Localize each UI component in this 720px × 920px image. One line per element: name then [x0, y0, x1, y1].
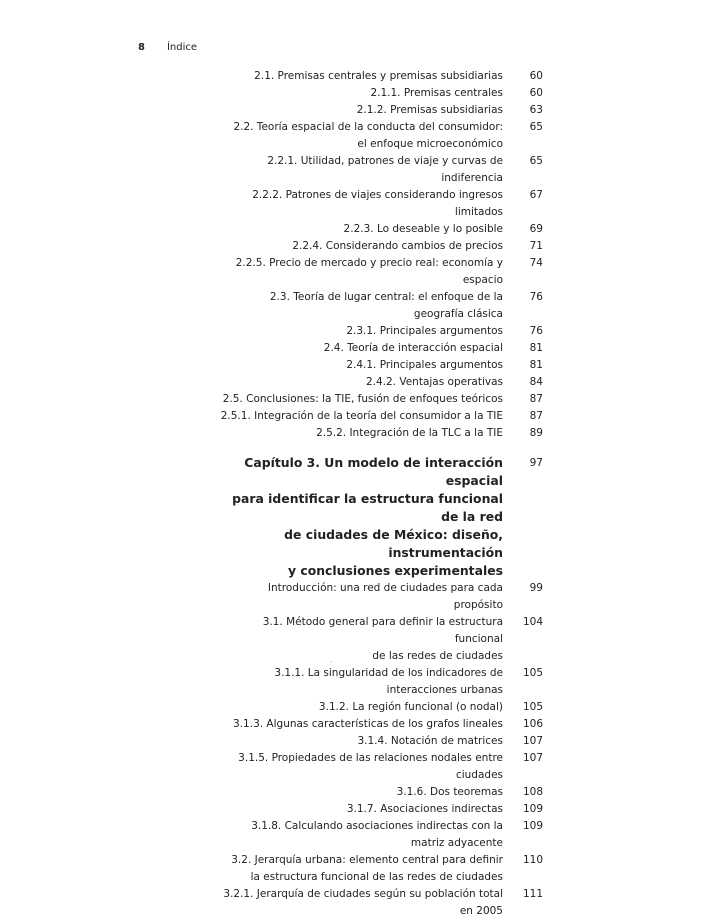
toc-entry-page: 105 [522, 667, 543, 679]
toc-entry-title: 2.1.1. Premisas centrales [370, 87, 503, 99]
toc-entry [220, 255, 543, 289]
toc-entry [220, 784, 543, 801]
toc-entry-title: 2.2.4. Considerando cambios de precios [292, 240, 503, 252]
table-of-contents [220, 68, 543, 920]
toc-entry-page: 87 [529, 393, 543, 405]
toc-entry-page: 99 [529, 582, 543, 594]
toc-entry-page: 69 [529, 223, 543, 235]
toc-entry-page: 60 [529, 70, 543, 82]
toc-entry-page: 87 [529, 410, 543, 422]
toc-entry-page: 74 [529, 257, 543, 269]
toc-entry [220, 733, 543, 750]
toc-entry [220, 68, 543, 85]
toc-group-chapter-2 [220, 68, 543, 442]
toc-entry-title: 2.1. Premisas centrales y premisas subsidiarias [254, 70, 503, 82]
toc-entry-page: 109 [522, 803, 543, 815]
toc-entry-page: 106 [522, 718, 543, 730]
toc-entry-title: 2.5. Conclusiones: la TIE, fusión de enfoques teóricos [222, 393, 503, 405]
toc-entry [220, 716, 543, 733]
toc-entry [220, 818, 543, 852]
toc-entry-title: 2.1.2. Premisas subsidiarias [356, 104, 503, 116]
toc-entry [220, 340, 543, 357]
toc-entry-title: 3.1.3. Algunas características de los grafos lineales [233, 718, 503, 730]
toc-entry-page: 67 [529, 189, 543, 201]
toc-entry-title: 2.2. Teoría espacial de la conducta del consumidor: el enfoque microeconómico [233, 121, 503, 150]
toc-entry-page: 107 [522, 752, 543, 764]
toc-entry-title: 2.4.1. Principales argumentos [346, 359, 503, 371]
toc-entry [220, 102, 543, 119]
toc-entry-title: 2.2.5. Precio de mercado y precio real: economía y espacio [235, 257, 503, 286]
toc-entry-page: 84 [529, 376, 543, 388]
toc-entry-title: 3.1.4. Notación de matrices [357, 735, 503, 747]
toc-entry-page: 109 [522, 820, 543, 832]
toc-entry-title: 3.2.1. Jerarquía de ciudades según su población total en 2005 [223, 888, 503, 917]
toc-entry [220, 374, 543, 391]
page-header [138, 42, 197, 53]
toc-entry [220, 289, 543, 323]
toc-entry-title: 2.2.3. Lo deseable y lo posible [343, 223, 503, 235]
toc-entry-title: 3.1.1. La singularidad de los indicadores de interacciones urbanas [274, 667, 503, 696]
toc-entry-title: 3.1.2. La región funcional (o nodal) [318, 701, 503, 713]
toc-entry-page: 111 [522, 888, 543, 900]
toc-entry-title: 2.3. Teoría de lugar central: el enfoque de la geografía clásica [269, 291, 503, 320]
toc-entry [220, 699, 543, 716]
toc-entry [220, 85, 543, 102]
section-title: Índice [166, 42, 198, 53]
toc-entry-title: 2.4.2. Ventajas operativas [365, 376, 503, 388]
toc-entry-page: 104 [522, 616, 543, 628]
toc-entry-title: 2.2.1. Utilidad, patrones de viaje y curvas de indiferencia [267, 155, 503, 184]
toc-entry [220, 323, 543, 340]
toc-entry [220, 119, 543, 153]
toc-entry-page: 65 [529, 121, 543, 133]
toc-entry-title: Capítulo 3. Un modelo de interacción espacial para identificar la estructura funcional de la red de ciudades de México: diseño, instrumentación y conclusiones experimentales [232, 455, 503, 578]
toc-entry-page: 76 [529, 325, 543, 337]
toc-entry [220, 357, 543, 374]
toc-entry-title: 2.3.1. Principales argumentos [346, 325, 503, 337]
toc-entry-title: 3.1.7. Asociaciones indirectas [346, 803, 503, 815]
toc-entry-title: 2.5.1. Integración de la teoría del consumidor a la TIE [220, 410, 503, 422]
toc-entry-page: 107 [522, 735, 543, 747]
toc-entry-title: 3.1.5. Propiedades de las relaciones nodales entre ciudades [238, 752, 503, 781]
toc-entry-title: 3.1. Método general para definir la estructura funcional de las redes de ciudades [262, 616, 503, 662]
toc-entry-title: 3.1.8. Calculando asociaciones indirectas con la matriz adyacente [251, 820, 503, 849]
toc-entry-page: 63 [529, 104, 543, 116]
toc-entry [220, 221, 543, 238]
toc-entry [220, 187, 543, 221]
toc-chapter-3 [220, 454, 543, 580]
toc-group-chapter-3 [220, 580, 543, 920]
toc-entry-page: 71 [529, 240, 543, 252]
scan-speck: · [330, 658, 333, 667]
toc-entry-page: 65 [529, 155, 543, 167]
toc-entry-page: 110 [522, 854, 543, 866]
page-number: 8 [138, 42, 145, 53]
toc-entry [220, 425, 543, 442]
toc-entry-page: 76 [529, 291, 543, 303]
toc-entry-page: 89 [529, 427, 543, 439]
toc-entry-title: 2.4. Teoría de interacción espacial [323, 342, 503, 354]
toc-entry-page: 105 [522, 701, 543, 713]
toc-entry [220, 886, 543, 920]
toc-entry-title: 2.2.2. Patrones de viajes considerando ingresos limitados [252, 189, 503, 218]
toc-entry [220, 614, 543, 665]
toc-entry [220, 238, 543, 255]
toc-entry-title: 3.2. Jerarquía urbana: elemento central para definir la estructura funcional de las redes de ciudades [231, 854, 503, 883]
toc-entry [220, 852, 543, 886]
toc-entry [220, 750, 543, 784]
toc-entry [220, 665, 543, 699]
toc-entry-title: 3.1.6. Dos teoremas [396, 786, 503, 798]
toc-entry-page: 81 [529, 359, 543, 371]
toc-entry [220, 391, 543, 408]
toc-entry-title: 2.5.2. Integración de la TLC a la TIE [316, 427, 503, 439]
toc-entry-page: 108 [522, 786, 543, 798]
toc-entry [220, 408, 543, 425]
toc-entry [220, 580, 543, 614]
toc-entry-page: 60 [529, 87, 543, 99]
toc-entry-page: 97 [529, 457, 543, 469]
toc-entry [220, 153, 543, 187]
toc-entry-title: Introducción: una red de ciudades para cada propósito [267, 582, 503, 611]
toc-entry [220, 801, 543, 818]
toc-entry-page: 81 [529, 342, 543, 354]
